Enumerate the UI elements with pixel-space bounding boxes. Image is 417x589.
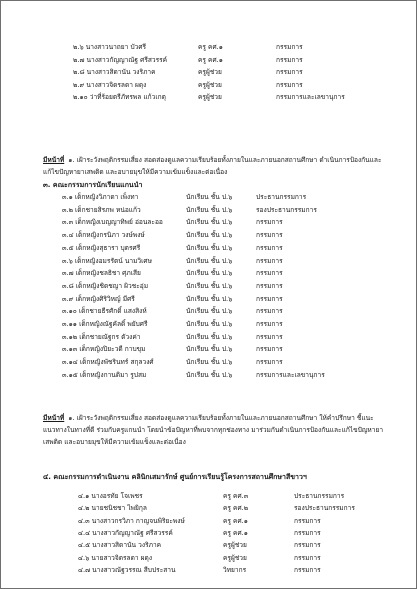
member-position: นักเรียน ชั้น ป.๖ [186,231,233,240]
clinic-row [1,502,417,515]
member-name: ๓.๑๒ เด็กชายณัฐกร ตัวงค่า [62,332,141,341]
member-name: ๓.๑๑ เด็กหญิงณัฐคัลดิ์ พยับศรี [62,320,148,328]
member-name: ๔.๒ นายชนิชชา ไพยิกุล [78,504,147,513]
member-role: กรรมการ [256,231,283,240]
member-role: รองประธานกรรมการ [256,205,317,214]
member-role: กรรมการ [256,320,283,328]
member-role: ประธานกรรมการ [256,193,307,201]
member-position: ครู คศ.๓ [223,492,249,500]
member-role: กรรมการ [256,345,283,354]
member-position: นักเรียน ชั้น ป.๖ [186,218,233,227]
member-position: ครูผู้ช่วย [198,93,222,102]
member-name: ๓.๑ เด็กหญิงวิภาดา เพ็งทา [62,193,139,201]
member-name: ๔.๔ นางสาวกัญญาณัฐ ศรีสวรรค์ [78,528,173,537]
member-name: ๓.๑๔ เด็กหญิงพัชรินทร์ สกุลวงศ์ [62,358,154,367]
member-name: ๒.๗ นางสาวกัญญาณัฐ ศรีสวรรค์ [73,55,168,64]
member-position: นักเรียน ชั้น ป.๖ [186,294,233,303]
student-row [1,293,417,306]
member-name: ๒.๑๐ ว่าที่ร้อยตรีภัทรพล แก้วเกตุ [73,93,166,102]
duty-text-2: ๑. เฝ้าระวังพฤติกรรมเสี่ยง สอดส่องดูแลความเรียบร้อยทั้งภายในและภายนอกสถานศึกษา ให้คำปรึกษา ชี้แนะแนวทางในทางที่ดี ร่วมกับครูแกนนำ โดยนำข้อปัญหาที่พบจากทุกช่องทาง มาร่วมกันดำเนินการป้องกันและแก้ไขปัญหายาเสพติด และอบายมุขให้มีความเข้มแข็งและต่อเนื่อง [43,414,384,446]
student-row [1,305,417,318]
member-position: นักเรียน ชั้น ป.๖ [186,358,233,367]
duty-lead-2: มีหน้าที่ [43,414,65,422]
member-name: ๓.๘ เด็กหญิงชิดชญา ผิวชะอุ่ม [62,281,149,290]
member-role: กรรมการ [294,528,321,537]
student-row [1,191,417,204]
member-name: ๔.๕ นางสาวสิดานัน วงริภาค [78,541,162,550]
member-position: นักเรียน ชั้น ป.๖ [186,332,233,341]
clinic-row [1,527,417,540]
member-name: ๓.๒ เด็กชายสิรภพ หน่อแก้ว [62,205,141,214]
member-position: ครู คศ.๑ [198,55,223,64]
member-name: ๓.๓ เด็กหญิงเบญญาทิพย์ อ่อนละออ [62,218,163,227]
member-position: ครู คศ.๑ [223,516,248,525]
clinic-row [1,552,417,565]
member-name: ๔.๑ นางอรทัย โจเพชร [78,492,143,500]
member-name: ๓.๕ เด็กหญิงสุธารา บุตรศรี [62,243,141,252]
duty-text-1: ๑. เฝ้าระวังพฤติกรรมเสี่ยง สอดส่องดูแลความเรียบร้อยทั้งภายในและภายนอกสถานศึกษา ดำเนินการป้องกันและแก้ไขปัญหายาเสพติด และอบายมุขให้มีความเข้มแข็งและต่อเนื่อง [43,156,382,176]
committee-row [1,91,417,104]
member-name: ๓.๑๕ เด็กหญิงกานติมา รูปสม [62,370,147,379]
student-row [1,204,417,217]
member-role: กรรมการ [256,256,283,265]
member-name: ๔.๓ นางสาวกรวิภา กาญจนพิริยะพงษ์ [78,516,185,525]
student-row [1,369,417,382]
member-name: ๔.๗ นางสาวณัฐวรรณ สีบประสาน [78,565,176,574]
member-role: กรรมการ [276,55,303,64]
member-position: นักเรียน ชั้น ป.๖ [186,269,233,278]
student-row [1,216,417,229]
member-role: กรรมการ [256,358,283,367]
member-position: นักเรียน ชั้น ป.๖ [186,193,233,201]
member-position: นักเรียน ชั้น ป.๖ [186,345,233,354]
member-name: ๔.๖ นายสาวจิดรลดา ผดุง [78,553,153,562]
student-row [1,267,417,280]
member-role: กรรมการ [256,307,283,316]
student-row [1,331,417,344]
committee-row [1,41,417,54]
member-name: ๒.๙ นางสาวจิดรลดา ผดุง [73,80,147,89]
member-role: กรรมการ [294,553,321,562]
student-row [1,343,417,356]
member-name: ๒.๘ นางสาวสิดานัน วงริภาค [73,68,156,77]
member-role: กรรมการ [276,80,303,89]
duty-paragraph-1 [43,154,388,178]
member-position: วิทยากร [223,565,247,574]
member-name: ๓.๙ เด็กหญิงศิริวิหญ์ มีศรี [62,294,135,303]
member-role: กรรมการ [256,269,283,278]
member-role: กรรมการ [256,218,283,227]
student-row [1,356,417,369]
committee-row [1,54,417,67]
member-role: กรรมการ [276,43,303,51]
duty-paragraph-2 [43,412,388,448]
student-row [1,280,417,293]
clinic-row [1,515,417,528]
member-role: กรรมการ [256,294,283,303]
member-role: กรรมการ [256,243,283,252]
member-role: กรรมการและเลขานุการ [256,370,325,379]
member-role: กรรมการ [294,541,321,550]
committee-row [1,66,417,79]
clinic-row [1,564,417,577]
student-row [1,242,417,255]
member-position: ครู คศ.๒ [223,504,249,513]
clinic-row [1,490,417,503]
duty-lead-1: มีหน้าที่ [43,156,65,164]
member-name: ๓.๖ เด็กหญิงอมรรัตน์ นามวิเศษ [62,256,152,265]
member-position: นักเรียน ชั้น ป.๖ [186,243,233,252]
section-3-heading: ๓. คณะกรรมการนักเรียนแกนนำ [43,181,143,189]
member-name: ๓.๑๐ เด็กชายธีรศักดิ์ แสงสิงห์ [62,307,147,316]
member-role: ประธานกรรมการ [294,492,345,500]
member-role: กรรมการ [294,565,321,574]
member-position: ครูผู้ช่วย [223,553,247,562]
member-name: ๓.๗ เด็กหญิงชลธิชา ศุภเสีย [62,269,141,278]
member-position: นักเรียน ชั้น ป.๖ [186,307,233,316]
member-position: นักเรียน ชั้น ป.๖ [186,370,233,379]
member-role: กรรมการ [294,516,321,525]
committee-row [1,79,417,92]
member-position: นักเรียน ชั้น ป.๖ [186,281,233,290]
member-role: รองประธานกรรมการ [294,504,355,513]
member-role: กรรมการ [256,281,283,290]
member-name: ๒.๖ นางสาวนาถยา บัวศรี [73,43,147,51]
member-position: นักเรียน ชั้น ป.๖ [186,205,233,214]
member-position: ครู คศ.๑ [198,43,223,51]
member-position: ครูผู้ช่วย [223,541,247,550]
member-name: ๓.๔ เด็กหญิงกรนิภา วงษ์พงษ์ [62,231,145,240]
clinic-row [1,539,417,552]
member-name: ๓.๑๓ เด็กหญิงปิยะวดี กาบขุม [62,345,146,354]
member-position: นักเรียน ชั้น ป.๖ [186,256,233,265]
section-4-heading: ๔. คณะกรรมการดำเนินงาน คลินิกเสมารักษ์ ศูนย์การเรียนรู้โครงการสถานศึกษาสีขาวฯ [43,473,307,481]
member-role: กรรมการ [276,68,303,77]
student-row [1,229,417,242]
member-role: กรรมการและเลขานุการ [276,93,345,102]
member-position: ครู คศ.๑ [223,528,248,537]
member-position: ครูผู้ช่วย [198,80,222,89]
student-row [1,318,417,331]
member-position: นักเรียน ชั้น ป.๖ [186,320,233,328]
student-row [1,255,417,268]
member-role: กรรมการ [256,332,283,341]
member-position: ครูผู้ช่วย [198,68,222,77]
